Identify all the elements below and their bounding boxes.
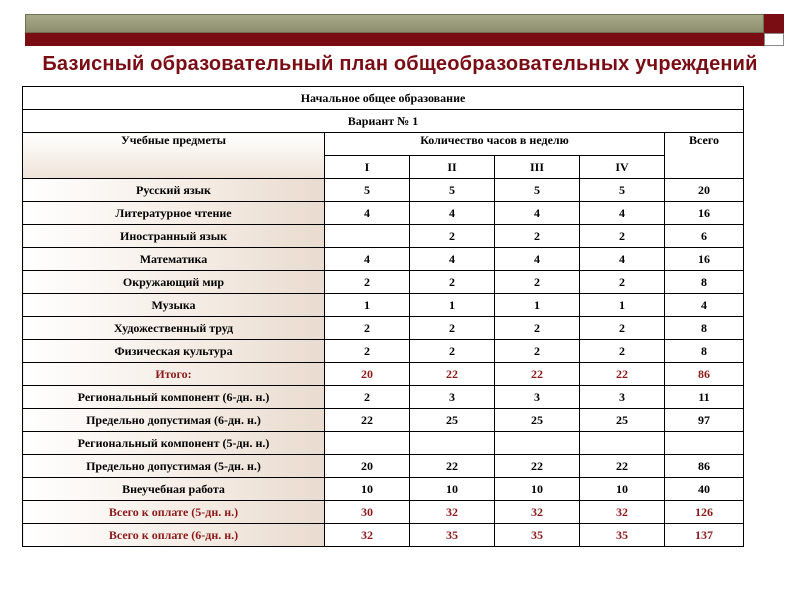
hours-cell: 2 <box>410 271 495 294</box>
grade-header: IV <box>580 156 665 179</box>
hours-cell: 2 <box>580 340 665 363</box>
hours-cell: 32 <box>325 524 410 547</box>
grade-header: I <box>325 156 410 179</box>
total-cell: 6 <box>665 225 744 248</box>
subject-name: Региональный компонент (6-дн. н.) <box>23 386 325 409</box>
header-red-bar <box>25 33 764 46</box>
header-red-square <box>764 14 784 33</box>
table-heading: Начальное общее образование <box>23 87 744 110</box>
hours-cell: 32 <box>580 501 665 524</box>
table-row <box>23 386 744 409</box>
total-cell: 16 <box>665 202 744 225</box>
hours-cell: 2 <box>325 317 410 340</box>
hours-cell: 4 <box>410 248 495 271</box>
table-row <box>23 317 744 340</box>
hours-cell: 2 <box>495 271 580 294</box>
table-row <box>23 179 744 202</box>
hours-cell <box>495 432 580 455</box>
hours-cell: 5 <box>580 179 665 202</box>
table-row <box>23 248 744 271</box>
subject-name: Математика <box>23 248 325 271</box>
hours-cell: 2 <box>325 386 410 409</box>
hours-cell: 3 <box>495 386 580 409</box>
hours-cell: 2 <box>580 225 665 248</box>
hours-cell: 4 <box>325 202 410 225</box>
slide-title: Базисный образовательный план общеобразовательных учреждений <box>42 53 758 75</box>
subject-name: Литературное чтение <box>23 202 325 225</box>
variant-label: Вариант № 1 <box>23 110 744 133</box>
total-cell: 40 <box>665 478 744 501</box>
hours-cell: 2 <box>325 340 410 363</box>
total-cell: 11 <box>665 386 744 409</box>
hours-cell: 3 <box>580 386 665 409</box>
subject-name: Всего к оплате (6-дн. н.) <box>23 524 325 547</box>
hours-cell: 4 <box>495 248 580 271</box>
hours-cell: 10 <box>580 478 665 501</box>
total-cell: 16 <box>665 248 744 271</box>
hours-cell: 2 <box>580 271 665 294</box>
hours-cell: 3 <box>410 386 495 409</box>
hours-cell: 10 <box>325 478 410 501</box>
table-row <box>23 340 744 363</box>
hours-cell: 35 <box>580 524 665 547</box>
hours-cell: 2 <box>495 317 580 340</box>
curriculum-table <box>22 86 744 547</box>
table-row <box>23 294 744 317</box>
table-row <box>23 478 744 501</box>
subject-name: Художественный труд <box>23 317 325 340</box>
hours-cell: 2 <box>580 317 665 340</box>
total-cell: 4 <box>665 294 744 317</box>
subject-name: Физическая культура <box>23 340 325 363</box>
hours-cell: 2 <box>410 225 495 248</box>
total-cell: 20 <box>665 179 744 202</box>
hours-cell: 2 <box>410 317 495 340</box>
hours-cell: 22 <box>580 455 665 478</box>
hours-cell: 35 <box>495 524 580 547</box>
hours-cell: 2 <box>410 340 495 363</box>
table-row <box>23 363 744 386</box>
subject-name: Предельно допустимая (6-дн. н.) <box>23 409 325 432</box>
hours-cell: 32 <box>495 501 580 524</box>
hours-cell: 30 <box>325 501 410 524</box>
hours-cell: 32 <box>410 501 495 524</box>
grade-header: III <box>495 156 580 179</box>
subject-name: Внеучебная работа <box>23 478 325 501</box>
table-row <box>23 202 744 225</box>
hours-cell: 2 <box>325 271 410 294</box>
hours-cell <box>580 432 665 455</box>
total-cell: 97 <box>665 409 744 432</box>
table-row <box>23 455 744 478</box>
total-cell: 8 <box>665 271 744 294</box>
hours-cell: 1 <box>325 294 410 317</box>
column-header-subjects: Учебные предметы <box>23 133 325 179</box>
column-header-hours: Количество часов в неделю <box>325 133 665 156</box>
hours-cell: 22 <box>410 363 495 386</box>
hours-cell: 5 <box>325 179 410 202</box>
subject-name: Русский язык <box>23 179 325 202</box>
hours-cell: 25 <box>495 409 580 432</box>
hours-cell: 35 <box>410 524 495 547</box>
hours-cell: 22 <box>580 363 665 386</box>
hours-cell: 5 <box>495 179 580 202</box>
hours-cell: 1 <box>580 294 665 317</box>
hours-cell: 22 <box>495 363 580 386</box>
hours-cell <box>325 432 410 455</box>
table-row <box>23 409 744 432</box>
total-cell: 8 <box>665 317 744 340</box>
hours-cell: 10 <box>495 478 580 501</box>
header-white-square <box>764 33 784 46</box>
grade-header: II <box>410 156 495 179</box>
hours-cell: 1 <box>495 294 580 317</box>
hours-cell: 2 <box>495 340 580 363</box>
hours-cell <box>325 225 410 248</box>
hours-cell: 25 <box>580 409 665 432</box>
hours-cell: 20 <box>325 363 410 386</box>
total-cell: 137 <box>665 524 744 547</box>
table-row <box>23 501 744 524</box>
column-header-total: Всего <box>665 133 744 179</box>
subject-name: Окружающий мир <box>23 271 325 294</box>
total-cell: 126 <box>665 501 744 524</box>
hours-cell: 2 <box>495 225 580 248</box>
table-row <box>23 271 744 294</box>
hours-cell: 20 <box>325 455 410 478</box>
table-row <box>23 225 744 248</box>
hours-cell: 4 <box>580 202 665 225</box>
hours-cell: 4 <box>325 248 410 271</box>
total-cell: 8 <box>665 340 744 363</box>
total-cell: 86 <box>665 455 744 478</box>
table-row <box>23 524 744 547</box>
hours-cell: 22 <box>410 455 495 478</box>
total-cell: 86 <box>665 363 744 386</box>
subject-name: Всего к оплате (5-дн. н.) <box>23 501 325 524</box>
subject-name: Иностранный язык <box>23 225 325 248</box>
hours-cell: 5 <box>410 179 495 202</box>
subject-name: Предельно допустимая (5-дн. н.) <box>23 455 325 478</box>
table-row <box>23 432 744 455</box>
subject-name: Региональный компонент (5-дн. н.) <box>23 432 325 455</box>
hours-cell: 1 <box>410 294 495 317</box>
table-body <box>23 179 744 547</box>
hours-cell: 25 <box>410 409 495 432</box>
subject-name: Музыка <box>23 294 325 317</box>
hours-cell: 10 <box>410 478 495 501</box>
hours-cell <box>410 432 495 455</box>
hours-cell: 22 <box>325 409 410 432</box>
header-olive-bar <box>25 14 764 33</box>
hours-cell: 4 <box>495 202 580 225</box>
total-cell <box>665 432 744 455</box>
subject-name: Итого: <box>23 363 325 386</box>
hours-cell: 4 <box>410 202 495 225</box>
hours-cell: 22 <box>495 455 580 478</box>
hours-cell: 4 <box>580 248 665 271</box>
